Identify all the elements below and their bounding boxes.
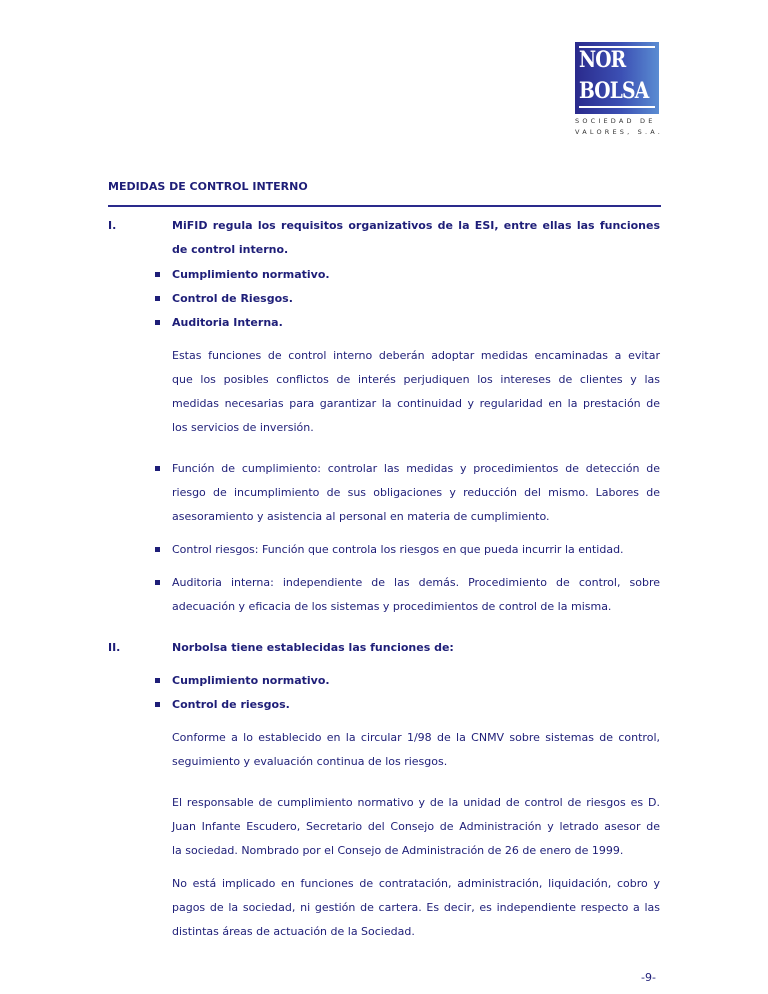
bullet-icon — [155, 320, 160, 325]
bullet-icon — [155, 702, 160, 707]
bullet-icon — [155, 296, 160, 301]
logo-line1: NOR — [579, 47, 626, 73]
paragraph: Juan Infante Escudero, Secretario del Consejo de Administración y letrado asesor de — [172, 820, 660, 833]
section-heading: de control interno. — [172, 243, 289, 256]
section-number: I. — [108, 219, 117, 232]
bullet-icon — [155, 580, 160, 585]
section-heading: Norbolsa tiene establecidas las funciones de: — [172, 641, 454, 654]
bullet-icon — [155, 466, 160, 471]
bullet-paragraph: Función de cumplimiento: controlar las medidas y procedimientos de detección de — [172, 462, 660, 475]
bullet-paragraph: adecuación y eficacia de los sistemas y procedimientos de control de la misma. — [172, 600, 612, 613]
bullet-item: Cumplimiento normativo. — [172, 674, 330, 687]
bullet-icon — [155, 272, 160, 277]
bullet-paragraph: riesgo de incumplimiento de sus obligaciones y reducción del mismo. Labores de — [172, 486, 660, 499]
logo-sub2: VALORES, S.A. — [575, 128, 664, 136]
bullet-icon — [155, 547, 160, 552]
bullet-item: Cumplimiento normativo. — [172, 268, 330, 281]
page-number: -9- — [641, 971, 656, 984]
paragraph: que los posibles conflictos de interés perjudiquen los intereses de clientes y las — [172, 373, 660, 386]
bullet-item: Auditoria Interna. — [172, 316, 283, 329]
norbolsa-logo — [575, 42, 664, 136]
paragraph: Conforme a lo establecido en la circular 1/98 de la CNMV sobre sistemas de control, — [172, 731, 660, 744]
paragraph: No está implicado en funciones de contratación, administración, liquidación, cobro y — [172, 877, 660, 890]
title-rule — [108, 205, 661, 207]
paragraph: distintas áreas de actuación de la Sociedad. — [172, 925, 415, 938]
section-number: II. — [108, 641, 121, 654]
paragraph: seguimiento y evaluación continua de los riesgos. — [172, 755, 448, 768]
logo-sub1: SOCIEDAD DE — [575, 117, 656, 125]
bullet-paragraph: Control riesgos: Función que controla los riesgos en que pueda incurrir la entidad. — [172, 543, 624, 556]
page-title: MEDIDAS DE CONTROL INTERNO — [108, 180, 308, 193]
bullet-paragraph: asesoramiento y asistencia al personal en materia de cumplimiento. — [172, 510, 550, 523]
paragraph: los servicios de inversión. — [172, 421, 314, 434]
paragraph: pagos de la sociedad, ni gestión de cartera. Es decir, es independiente respecto a las — [172, 901, 660, 914]
paragraph: Estas funciones de control interno deberán adoptar medidas encaminadas a evitar — [172, 349, 660, 362]
paragraph: El responsable de cumplimiento normativo y de la unidad de control de riesgos es D. — [172, 796, 660, 809]
logo-line2: BOLSA — [579, 78, 649, 104]
bullet-icon — [155, 678, 160, 683]
paragraph: la sociedad. Nombrado por el Consejo de Administración de 26 de enero de 1999. — [172, 844, 624, 857]
section-heading: MiFID regula los requisitos organizativos de la ESI, entre ellas las funciones — [172, 219, 660, 232]
bullet-paragraph: Auditoria interna: independiente de las demás. Procedimiento de control, sobre — [172, 576, 660, 589]
paragraph: medidas necesarias para garantizar la continuidad y regularidad en la prestación de — [172, 397, 660, 410]
bullet-item: Control de riesgos. — [172, 698, 290, 711]
bullet-item: Control de Riesgos. — [172, 292, 293, 305]
